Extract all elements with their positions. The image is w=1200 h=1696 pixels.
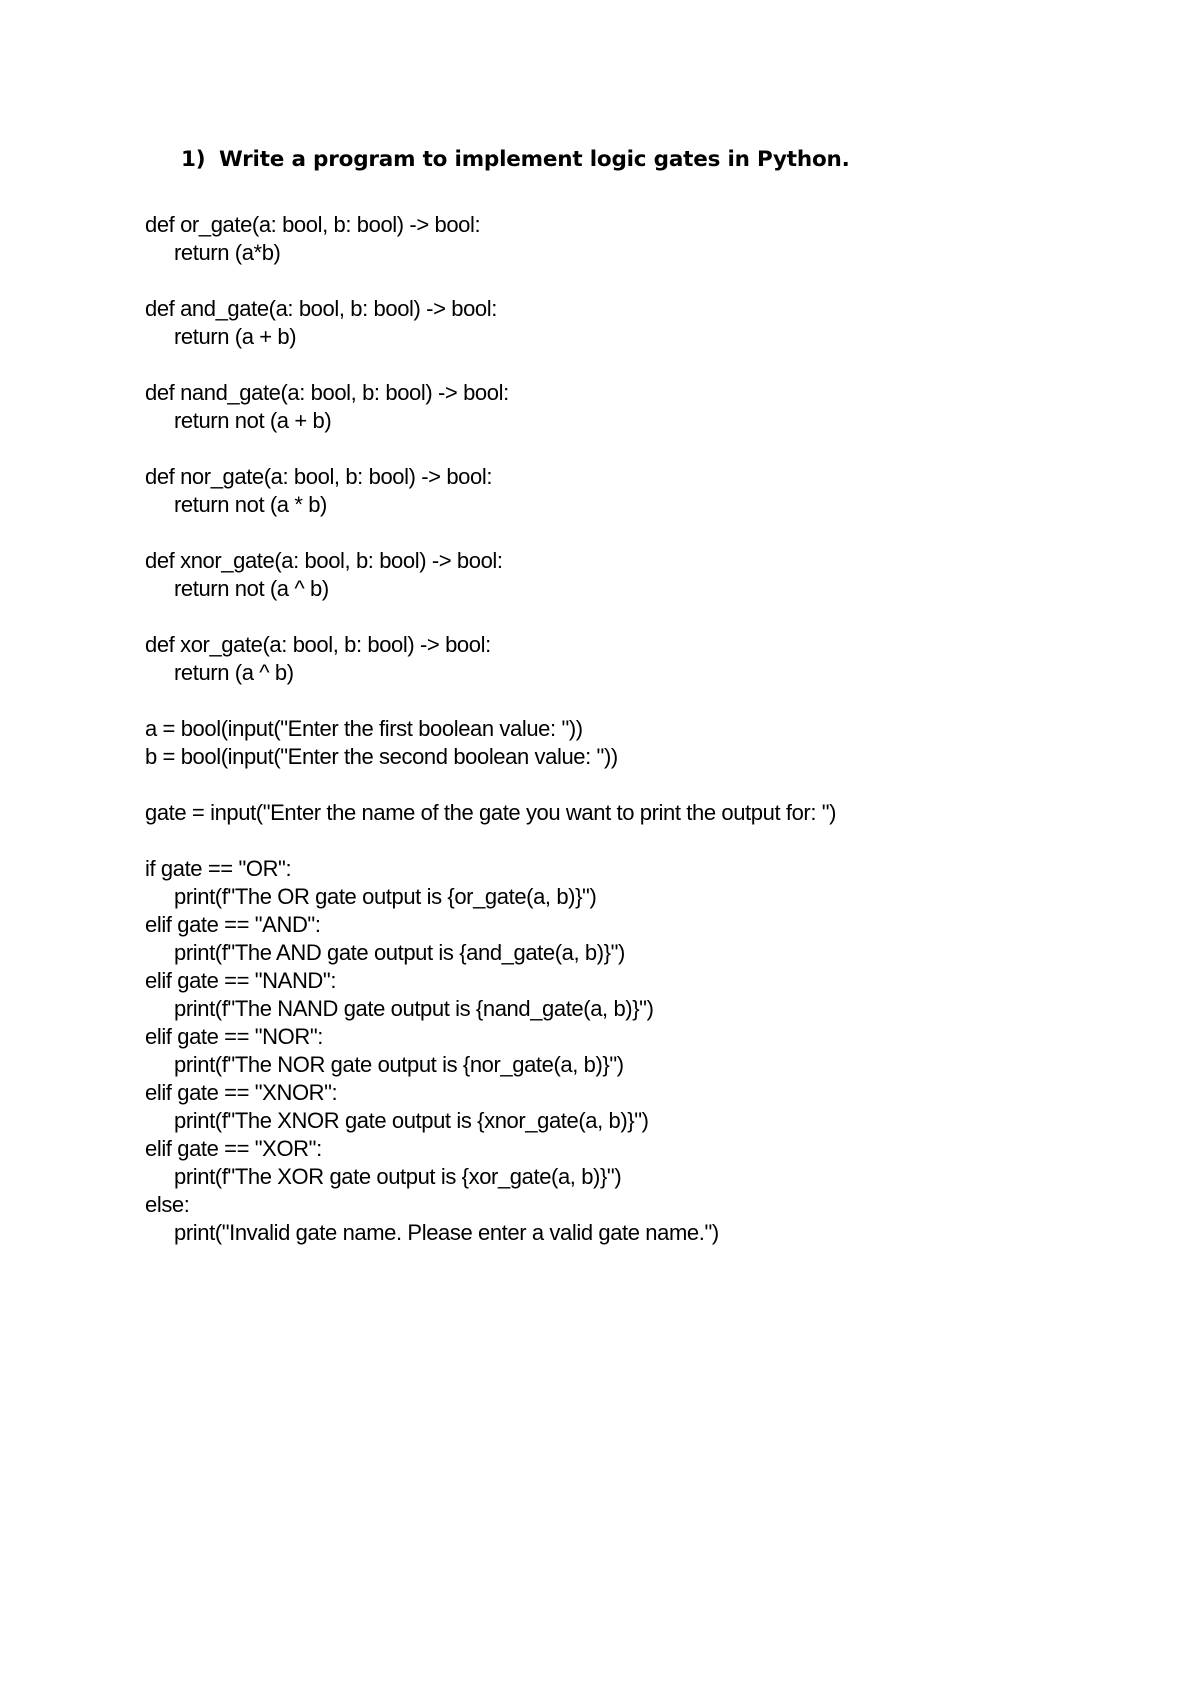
code-line: return (a*b)	[174, 240, 281, 265]
question-heading	[181, 147, 850, 172]
code-line: elif gate == "XNOR":	[145, 1080, 338, 1105]
code-line: elif gate == "NOR":	[145, 1024, 323, 1049]
code-line: if gate == "OR":	[145, 856, 292, 881]
code-line: print(f"The XOR gate output is {xor_gate(a, b)}")	[174, 1164, 622, 1189]
code-line: print(f"The XNOR gate output is {xnor_gate(a, b)}")	[174, 1108, 649, 1133]
blank-line	[145, 771, 836, 799]
code-line: def or_gate(a: bool, b: bool) -> bool:	[145, 212, 481, 237]
code-line: else:	[145, 1192, 190, 1217]
code-line: gate = input("Enter the name of the gate you want to print the output for: ")	[145, 800, 837, 825]
code-line: elif gate == "XOR":	[145, 1136, 322, 1161]
blank-line	[145, 687, 836, 715]
code-line: return not (a + b)	[174, 408, 332, 433]
code-line: a = bool(input("Enter the first boolean value: "))	[145, 716, 583, 741]
blank-line	[145, 267, 836, 295]
code-line: print("Invalid gate name. Please enter a valid gate name.")	[174, 1220, 719, 1245]
question-title: Write a program to implement logic gates in Python.	[219, 147, 850, 172]
code-line: def xor_gate(a: bool, b: bool) -> bool:	[145, 632, 491, 657]
blank-line	[145, 351, 836, 379]
code-line: def nand_gate(a: bool, b: bool) -> bool:	[145, 380, 509, 405]
code-line: return not (a ^ b)	[174, 576, 329, 601]
code-line: def nor_gate(a: bool, b: bool) -> bool:	[145, 464, 493, 489]
code-line: elif gate == "NAND":	[145, 968, 337, 993]
code-block	[145, 211, 836, 1247]
code-line: elif gate == "AND":	[145, 912, 321, 937]
code-line: print(f"The AND gate output is {and_gate(a, b)}")	[174, 940, 625, 965]
blank-line	[145, 827, 836, 855]
code-line: print(f"The NAND gate output is {nand_gate(a, b)}")	[174, 996, 654, 1021]
question-number: 1)	[181, 147, 206, 172]
blank-line	[145, 435, 836, 463]
code-line: def xnor_gate(a: bool, b: bool) -> bool:	[145, 548, 503, 573]
blank-line	[145, 603, 836, 631]
code-line: b = bool(input("Enter the second boolean value: "))	[145, 744, 618, 769]
blank-line	[145, 519, 836, 547]
code-line: def and_gate(a: bool, b: bool) -> bool:	[145, 296, 497, 321]
code-line: print(f"The OR gate output is {or_gate(a, b)}")	[174, 884, 597, 909]
code-line: return (a + b)	[174, 324, 297, 349]
code-line: return (a ^ b)	[174, 660, 294, 685]
code-line: print(f"The NOR gate output is {nor_gate(a, b)}")	[174, 1052, 624, 1077]
code-line: return not (a * b)	[174, 492, 327, 517]
